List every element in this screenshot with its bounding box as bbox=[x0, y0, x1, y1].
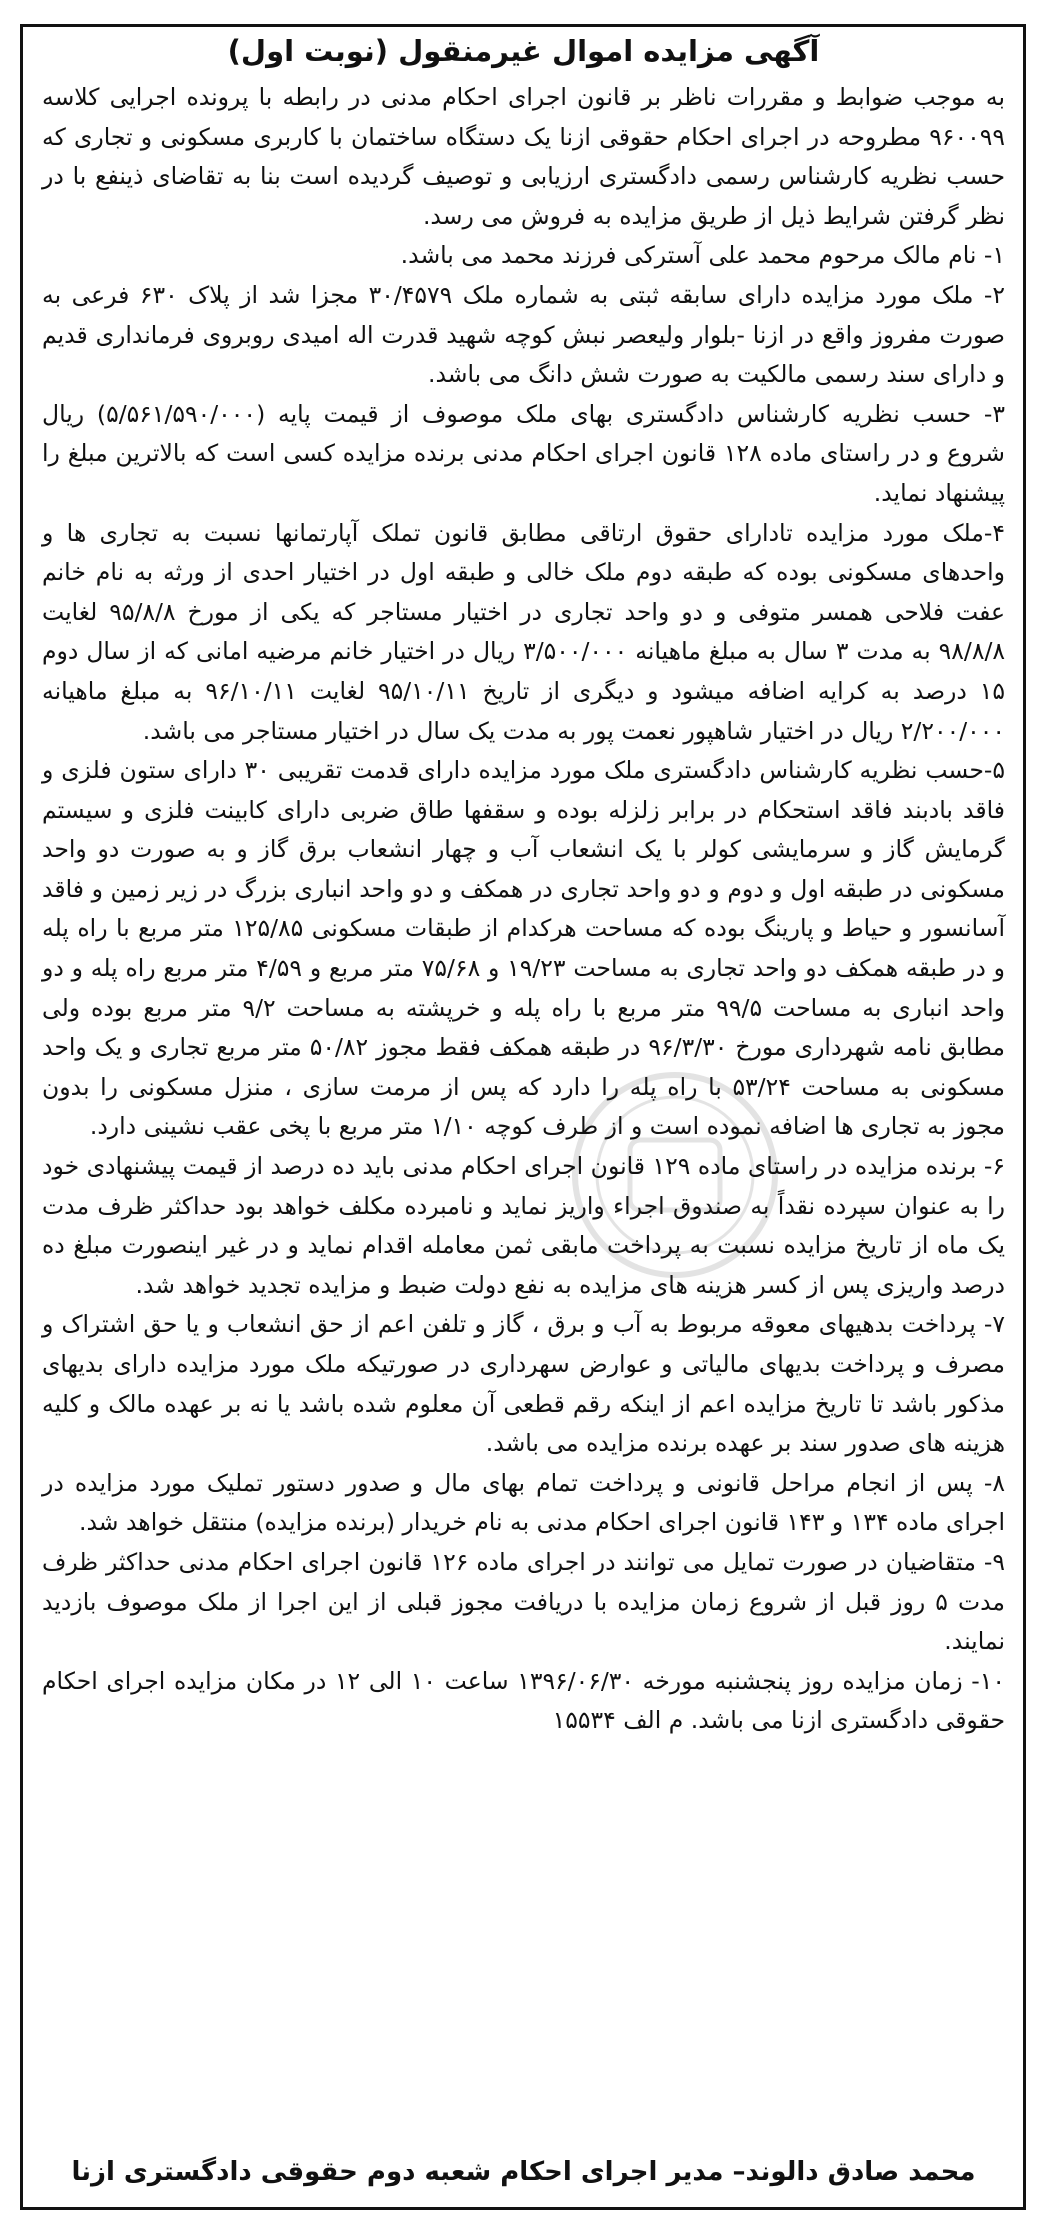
condition-7: ۷- پرداخت بدهیهای معوقه مربوط به آب و برق ، گاز و تلفن اعم از حق انشعاب و یا حق اشتراک و مصرف و پرداخت بدیهای مالیاتی و عوارض سهرداری در صورتیکه ملک مورد مزایده دارای بدیهای مذکور باشد تا تاریخ مزایده اعم از اینکه رقم قطعی آن معلوم شده باشد یا نه بر عهده مالک و کلیه هزینه های صدور سند بر عهده برنده مزایده می باشد. bbox=[42, 1310, 1005, 1458]
condition-10: ۱۰- زمان مزایده روز پنجشنبه مورخه ۱۳۹۶/۰۶/۳۰ ساعت ۱۰ الی ۱۲ در مکان مزایده اجرای احکام حقوقی دادگستری ازنا می باشد. م الف ۱۵۵۳۴ bbox=[42, 1666, 1006, 1735]
condition-2: ۲- ملک مورد مزایده دارای سابقه ثبتی به شماره ملک ۳۰/۴۵۷۹ مجزا شد از پلاک ۶۳۰ فرعی به صورت مفروز واقع در ازنا -بلوار ولیعصر نبش کوچه شهید قدرت اله امیدی روبروی فرمانداری قدیم و دارای سند رسمی مالکیت به صورت شش دانگ می باشد. bbox=[42, 280, 1006, 389]
notice-title: آگهی مزایده اموال غیرمنقول (نوبت اول) bbox=[227, 34, 820, 68]
condition-5: ۵-حسب نظریه کارشناس دادگستری ملک مورد مزایده دارای قدمت تقریبی ۳۰ دارای ستون فلزی و فاقد بادبند فاقد استحکام در برابر زلزله بوده و سقفها طاق ضربی دارای کابینت فلزی و سیستم گرمایش گاز و سرمایشی کولر با یک انشعاب آب و چهار انشعاب برق گاز و به صورت دو واحد مسکونی در طبقه اول و دوم و دو واحد تجاری در همکف و دو واحد انباری بزرگ در زیر زمین و فاقد آسانسور و حیاط و پارینگ بوده که مساحت هرکدام از طبقات مسکونی ۱۲۵/۸۵ متر مربع با راه پله و در طبقه همکف دو واحد تجاری به مساحت ۱۹/۲۳ و ۷۵/۶۸ متر مربع و ۴/۵۹ متر مربع راه پله و دو واحد انباری به مساحت ۹۹/۵ متر مربع با راه پله و خرپشته به مساحت ۹/۲ متر مربع بوده ولی مطابق نامه شهرداری مورخ ۹۶/۳/۳۰ در طبقه همکف فقط مجوز ۵۰/۸۲ متر مربع تجاری و یک واحد مسکونی به مساحت ۵۳/۲۴ با راه پله را دارد که پس از مرمت سازی ، منزل مسکونی را بدون مجوز به تجاری ها اضافه نموده است و از طرف کوچه ۱/۱۰ متر مربع با پخی عقب نشینی دارد. bbox=[42, 756, 1006, 1141]
condition-4: ۴-ملک مورد مزایده تادارای حقوق ارتاقی مطابق قانون تملک آپارتمانها نسبت به تجاری ها و واحدهای مسکونی بوده که طبقه دوم ملک خالی و طبقه اول در اختیار احدی از ورثه به نام خانم عفت فلاحی همسر متوفی و دو واحد تجاری در اختیار مستاجر که یکی از مورخ ۹۵/۸/۸ لغایت ۹۸/۸/۸ به مدت ۳ سال به مبلغ ماهیانه ۳/۵۰۰/۰۰۰ ریال در اختیار خانم مرضیه امانی که از سال دوم ۱۵ درصد به کرایه اضافه میشود و دیگری از تاریخ ۹۵/۱۰/۱۱ لغایت ۹۶/۱۰/۱۱ به مبلغ ماهیانه ۲/۲۰۰/۰۰۰ ریال در اختیار شاهپور نعمت پور به مدت یک سال در اختیار مستاجر می باشد. bbox=[42, 518, 1005, 745]
condition-6: ۶- برنده مزایده در راستای ماده ۱۲۹ قانون اجرای احکام مدنی باید ده درصد از قیمت پیشنهادی خود را به عنوان سپرده نقداً به صندوق اجراء واریز نماید و نامبرده مکلف خواهد بود حداکثر ظرف مدت یک ماه از تاریخ مزایده نسبت به پرداخت مابقی ثمن معامله اقدام نماید و در غیر اینصورت مبلغ ده درصد واریزی پس از کسر هزینه های مزایده به نفع دولت ضبط و مزایده تجدید خواهد شد. bbox=[42, 1152, 1005, 1299]
notice-content bbox=[42, 30, 1005, 1741]
condition-9: ۹- متقاضیان در صورت تمایل می توانند در اجرای ماده ۱۲۶ قانون اجرای احکام مدنی حداکثر ظرف مدت ۵ روز قبل از شروع زمان مزایده با دریافت مجوز قبلی از این اجرا از ملک موصوف بازدید نمایند. bbox=[42, 1547, 1005, 1656]
condition-8: ۸- پس از انجام مراحل قانونی و پرداخت تمام بهای مال و صدور دستور تملیک مورد مزایده در اجرای ماده ۱۳۴ و ۱۴۳ قانون اجرای احکام مدنی به نام خریدار (برنده مزایده) منتقل خواهد شد. bbox=[42, 1468, 1005, 1537]
condition-3: ۳- حسب نظریه کارشناس دادگستری بهای ملک موصوف از قیمت پایه (۵/۵۶۱/۵۹۰/۰۰۰) ریال شروع و در راستای ماده ۱۲۸ قانون اجرای احکام مدنی برنده مزایده کسی است که بالاترین مبلغ را پیشنهاد نماید. bbox=[42, 399, 1005, 507]
signature-line: محمد صادق دالوند– مدیر اجرای احکام شعبه دوم حقوقی دادگستری ازنا bbox=[71, 2157, 976, 2187]
notice-body bbox=[42, 78, 1005, 1741]
condition-1: ۱- نام مالک مرحوم محمد علی آسترکی فرزند محمد می باشد. bbox=[400, 241, 1005, 270]
intro-paragraph: به موجب ضوابط و مقررات ناظر بر قانون اجرای احکام مدنی در رابطه با پرونده اجرایی کلاسه ۹۶۰۰۹۹ مطروحه در اجرای احکام حقوقی ازنا یک دستگاه ساختمان با کاربری مسکونی و تجاری که حسب نظریه کارشناس رسمی دادگستری ارزیابی و توصیف گردیده است بنا به تقاضای ذینفع با در نظر گرفتن شرایط ذیل از طریق مزایده به فروش می رسد. bbox=[42, 83, 1005, 230]
